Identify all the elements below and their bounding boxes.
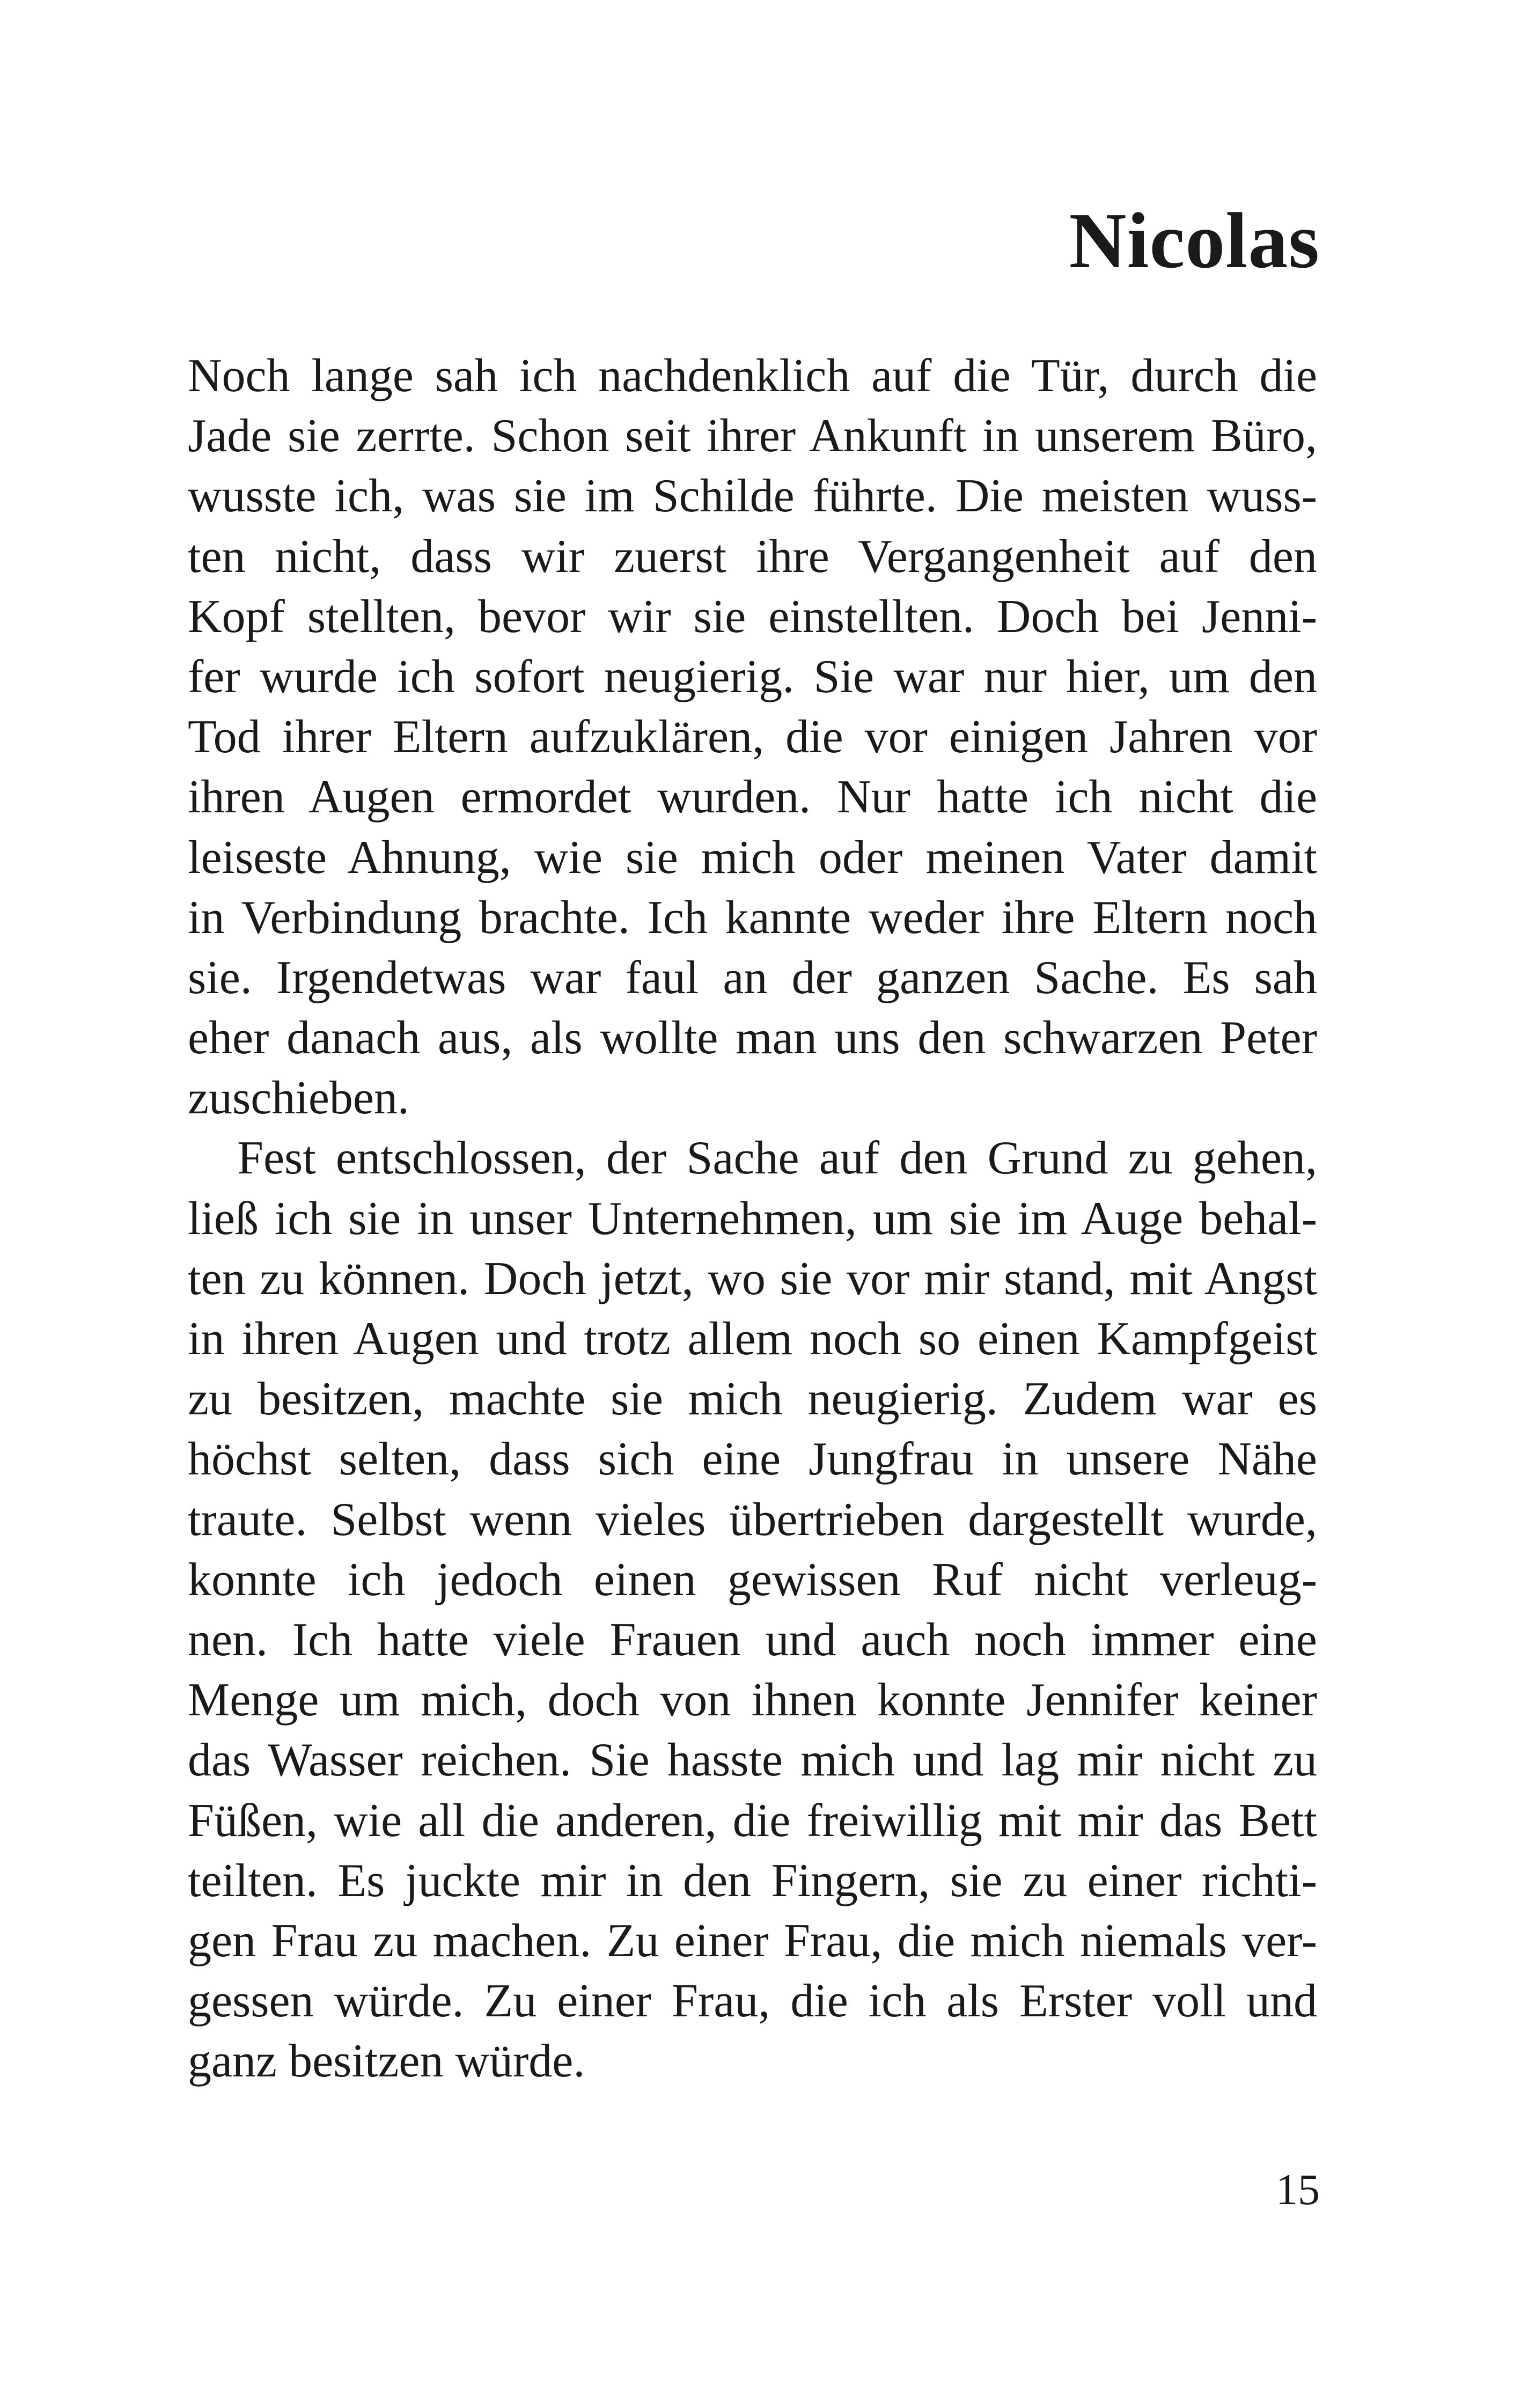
text-line: Füßen, wie all die anderen, die freiwillig mit mir das Bett <box>188 1794 1317 1847</box>
chapter-title: Nicolas <box>1069 197 1320 285</box>
text-line: Tod ihrer Eltern aufzuklären, die vor einigen Jahren vor <box>188 711 1317 763</box>
text-line: konnte ich jedoch einen gewissen Ruf nicht verleug- <box>188 1553 1317 1606</box>
text-line: Noch lange sah ich nachdenklich auf die Tür, durch die <box>188 350 1317 402</box>
text-line: nen. Ich hatte viele Frauen und auch noch immer eine <box>188 1613 1317 1666</box>
text-line: Menge um mich, doch von ihnen konnte Jennifer keiner <box>188 1674 1317 1727</box>
text-line: zu besitzen, machte sie mich neugierig. Zudem war es <box>188 1373 1317 1426</box>
text-line: fer wurde ich sofort neugierig. Sie war nur hier, um den <box>188 650 1317 703</box>
text-line: sie. Irgendetwas war faul an der ganzen Sache. Es sah <box>188 951 1317 1004</box>
text-line: in Verbindung brachte. Ich kannte weder ihre Eltern noch <box>188 891 1317 944</box>
text-line: leiseste Ahnung, wie sie mich oder meinen Vater damit <box>188 831 1317 884</box>
body-text <box>188 346 1317 2091</box>
text-line: ten nicht, dass wir zuerst ihre Vergangenheit auf den <box>188 530 1317 583</box>
text-line: in ihren Augen und trotz allem noch so einen Kampfgeist <box>188 1313 1317 1365</box>
text-line: Kopf stellten, bevor wir sie einstellten. Doch bei Jenni- <box>188 590 1317 643</box>
text-line: ihren Augen ermordet wurden. Nur hatte ich nicht die <box>188 771 1317 824</box>
text-line: wusste ich, was sie im Schilde führte. Die meisten wuss- <box>188 470 1317 523</box>
text-line: eher danach aus, als wollte man uns den schwarzen Peter <box>188 1012 1317 1064</box>
text-line: teilten. Es juckte mir in den Fingern, sie zu einer richti- <box>188 1854 1317 1907</box>
text-line: höchst selten, dass sich eine Jungfrau in unsere Nähe <box>188 1433 1317 1486</box>
text-line: das Wasser reichen. Sie hasste mich und lag mir nicht zu <box>188 1734 1317 1787</box>
text-line: gen Frau zu machen. Zu einer Frau, die mich niemals ver- <box>188 1914 1317 1967</box>
page-number: 15 <box>1276 2165 1320 2214</box>
text-line: zuschieben. <box>188 1072 409 1125</box>
text-line: ließ ich sie in unser Unternehmen, um sie im Auge behal- <box>188 1192 1317 1245</box>
text-line: Jade sie zerrte. Schon seit ihrer Ankunft in unserem Büro, <box>188 410 1317 462</box>
text-line: traute. Selbst wenn vieles übertrieben dargestellt wurde, <box>188 1493 1317 1546</box>
text-line: Fest entschlossen, der Sache auf den Grund zu gehen, <box>237 1132 1317 1185</box>
text-line: ganz besitzen würde. <box>188 2035 585 2088</box>
text-line: gessen würde. Zu einer Frau, die ich als Erster voll und <box>188 1975 1317 2028</box>
text-line: ten zu können. Doch jetzt, wo sie vor mir stand, mit Angst <box>188 1252 1317 1305</box>
